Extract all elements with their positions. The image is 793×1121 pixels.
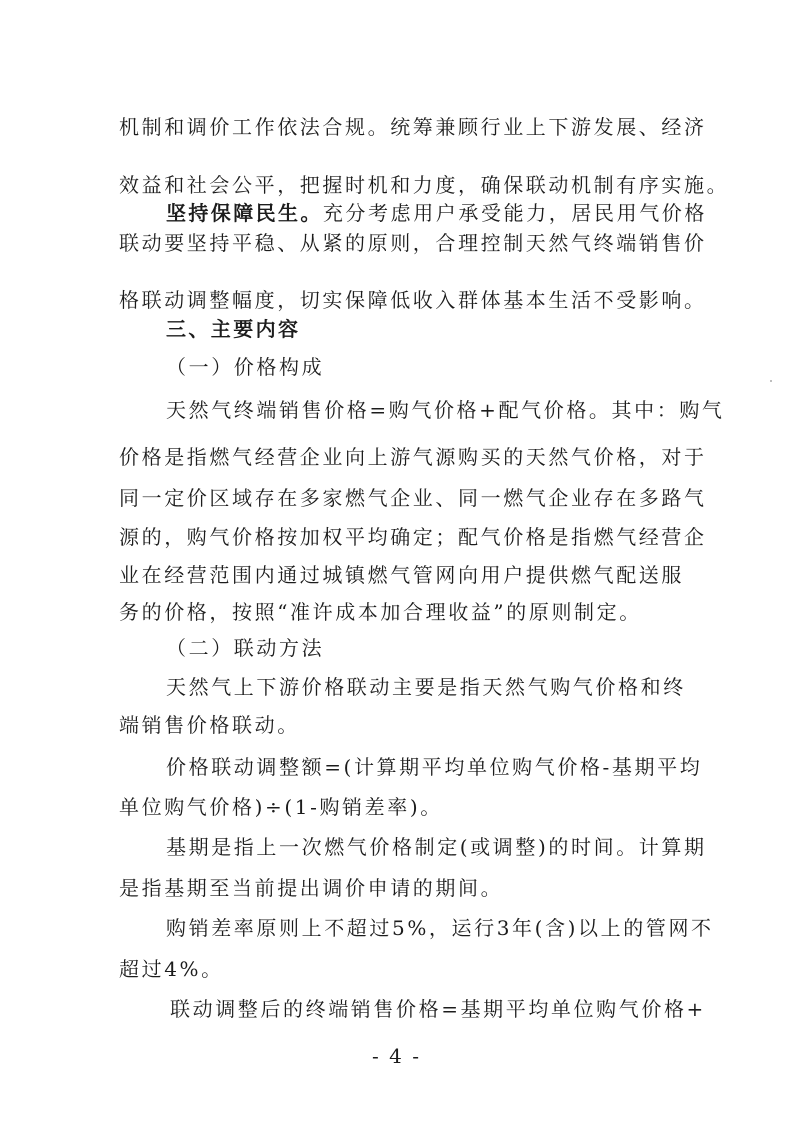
text-line: 价格联动调整额=(计算期平均单位购气价格-基期平均 <box>166 755 703 779</box>
section-heading: 三、主要内容 <box>166 317 301 341</box>
text-line: 天然气上下游价格联动主要是指天然气购气价格和终 <box>166 675 686 699</box>
text-line: 购销差率原则上不超过5%，运行3年(含)以上的管网不 <box>166 916 714 940</box>
scan-speck <box>770 380 772 382</box>
text-line: 机制和调价工作依法合规。统筹兼顾行业上下游发展、经济 <box>119 115 707 139</box>
text-line: 同一定价区域存在多家燃气企业、同一燃气企业存在多路气 <box>119 486 707 510</box>
page-number: - 4 - <box>372 1044 421 1068</box>
text-line: 联动要坚持平稳、从紧的原则，合理控制天然气终端销售价 <box>119 231 707 255</box>
text-line: 价格是指燃气经营企业向上游气源购买的天然气价格，对于 <box>119 445 707 469</box>
text-line: 端销售价格联动。 <box>119 713 300 737</box>
text-line: 业在经营范围内通过城镇燃气管网向用户提供燃气配送服 <box>119 563 684 587</box>
text-line: 天然气终端销售价格=购气价格+配气价格。其中：购气 <box>166 398 725 422</box>
subsection-heading: （一）价格构成 <box>166 355 325 379</box>
text-line: 格联动调整幅度，切实保障低收入群体基本生活不受影响。 <box>119 288 707 312</box>
text-line: 联动调整后的终端销售价格=基期平均单位购气价格+ <box>170 997 706 1021</box>
text-line: 源的，购气价格按加权平均确定；配气价格是指燃气经营企 <box>119 525 707 549</box>
text-line: 务的价格，按照“准许成本加合理收益”的原则制定。 <box>119 600 642 624</box>
text-fragment: 充分考虑用户承受能力，居民用气价格 <box>322 201 708 225</box>
text-line: 是指基期至当前提出调价申请的期间。 <box>119 876 504 900</box>
text-line: 超过4%。 <box>119 957 224 981</box>
text-line: 效益和社会公平，把握时机和力度，确保联动机制有序实施。 <box>119 173 730 197</box>
subsection-heading: （二）联动方法 <box>166 636 325 660</box>
text-line <box>166 201 707 225</box>
text-line: 单位购气价格)÷(1-购销差率)。 <box>119 795 443 819</box>
text-line: 基期是指上一次燃气价格制定(或调整)的时间。计算期 <box>166 835 707 859</box>
principle-heading: 坚持保障民生。 <box>166 201 323 225</box>
